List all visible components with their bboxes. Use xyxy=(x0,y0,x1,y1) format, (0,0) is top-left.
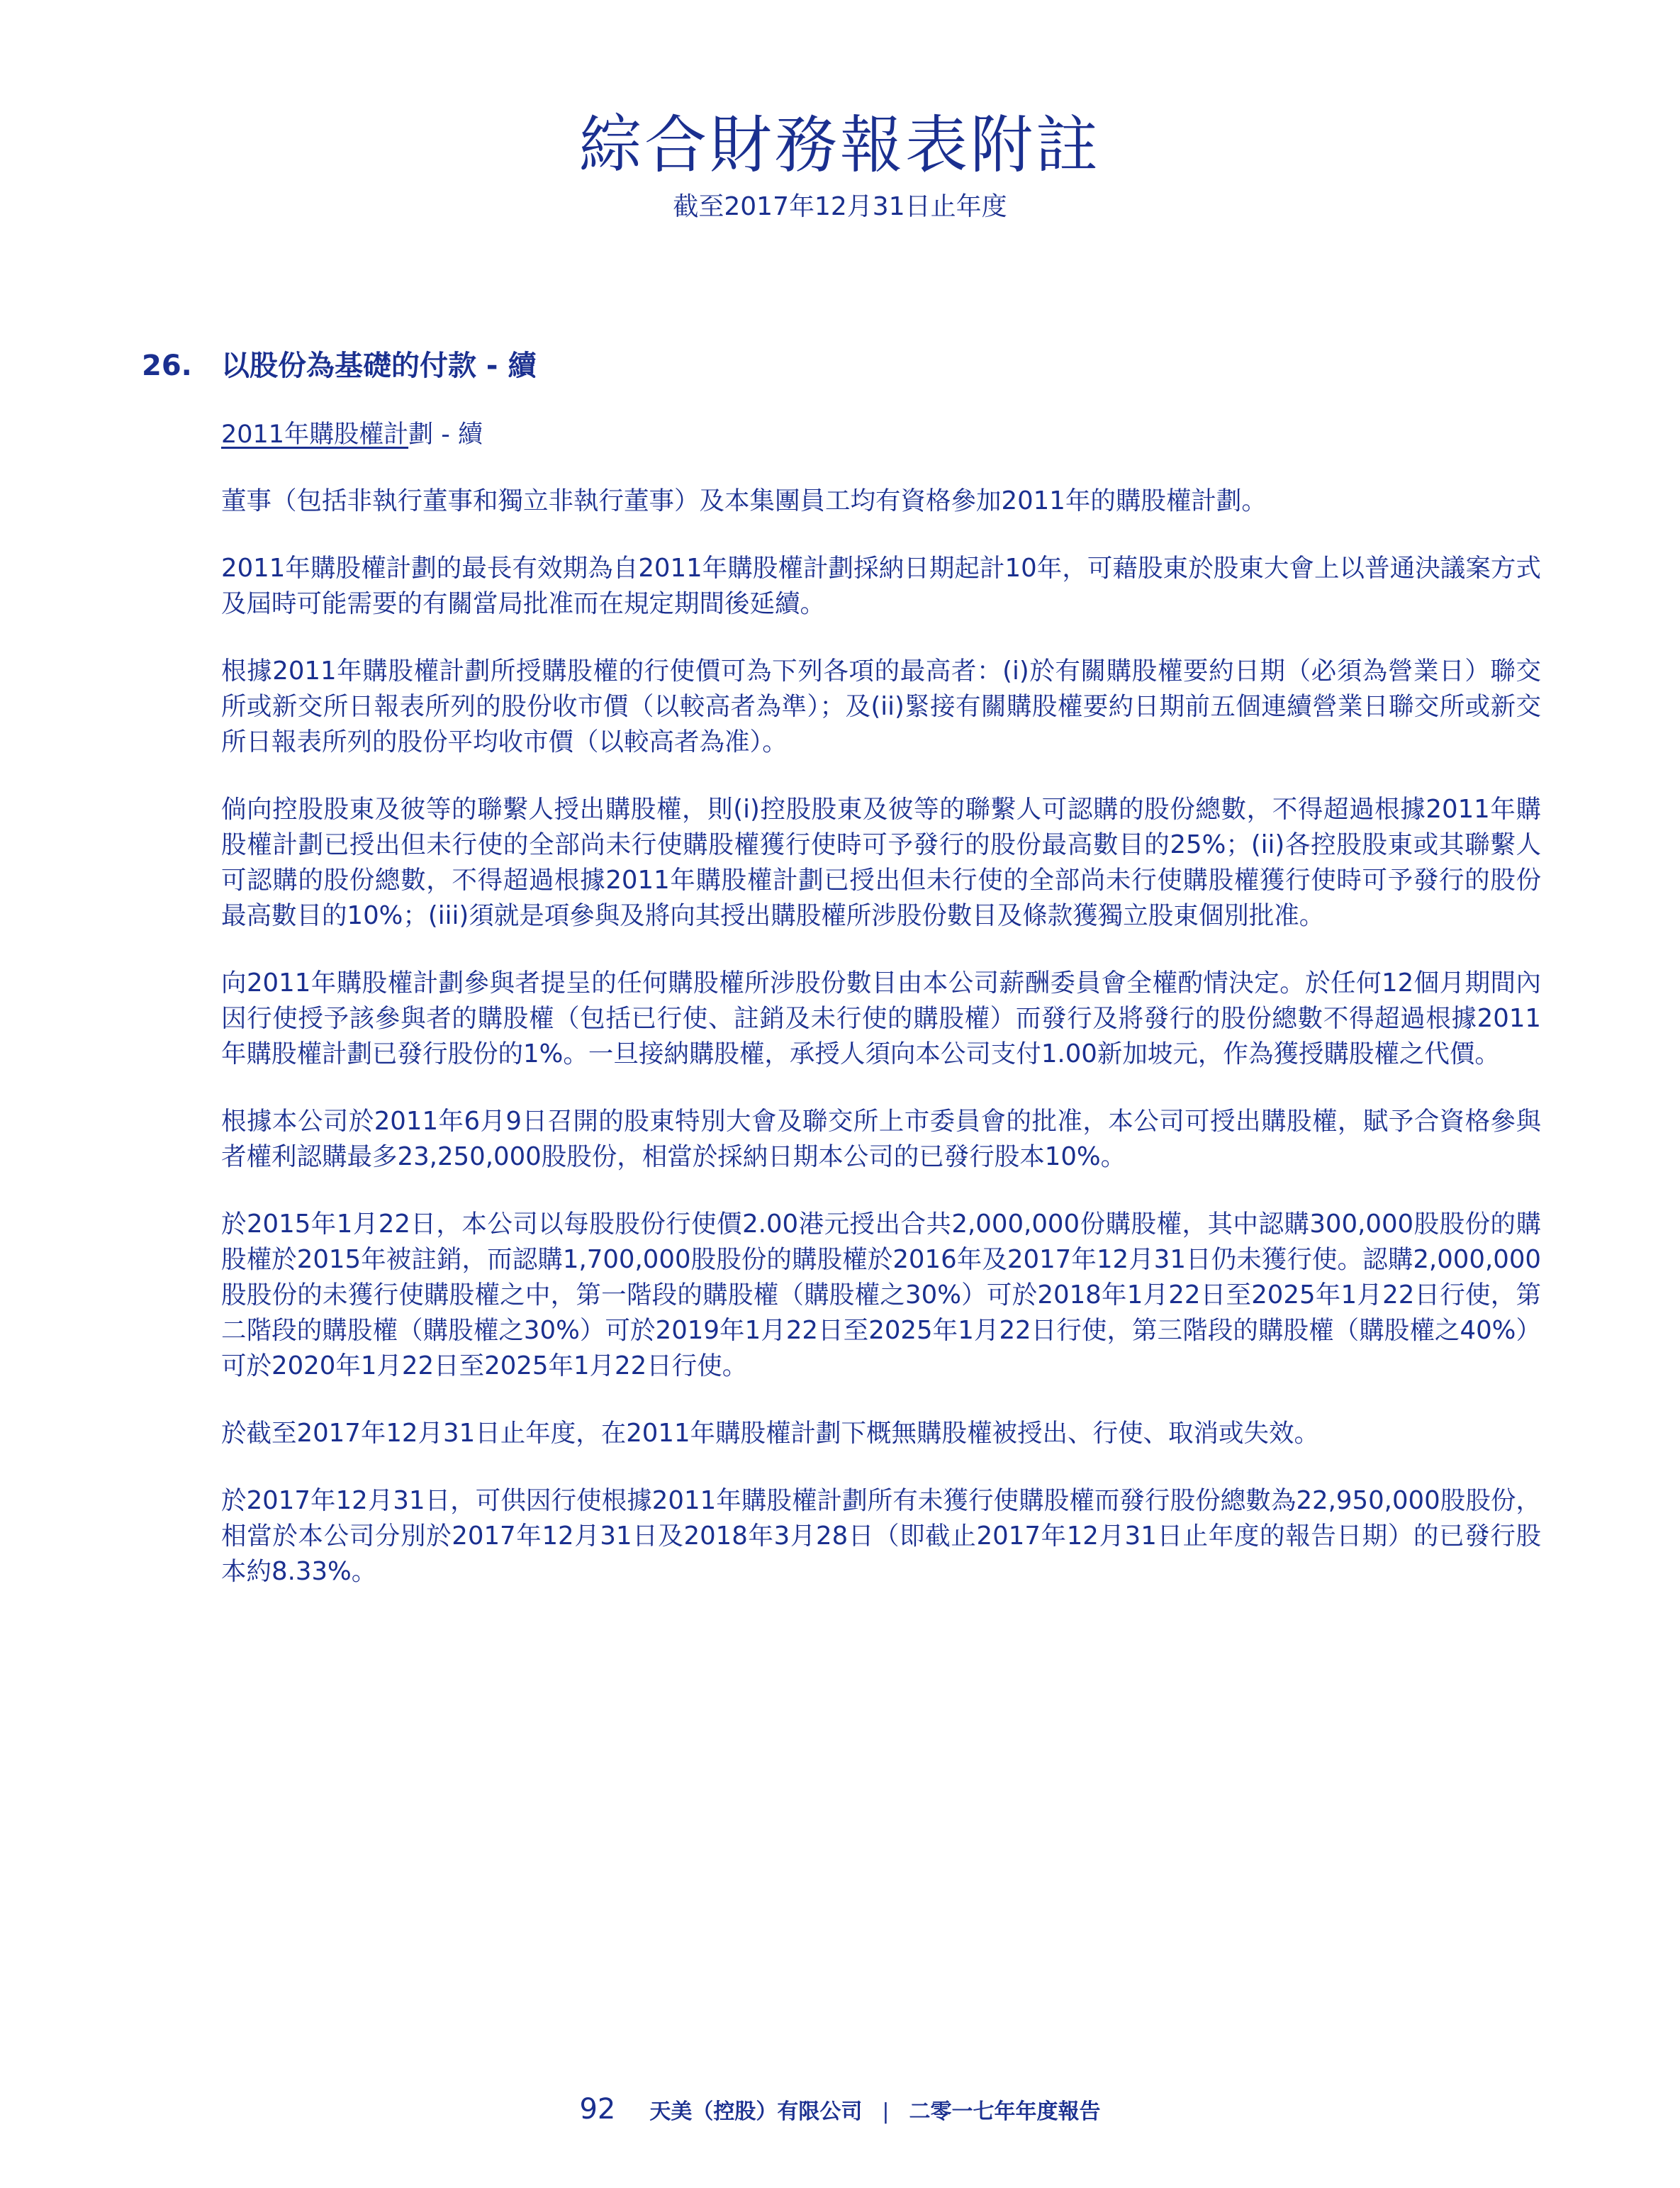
subsection-heading xyxy=(221,417,1541,452)
subsection-heading-underlined: 2011年購股權計 xyxy=(221,420,409,449)
document-body xyxy=(221,417,1541,1622)
section-number: 26. xyxy=(142,350,192,382)
page-header xyxy=(0,106,1680,224)
paragraph-exercise-price: 根據2011年購股權計劃所授購股權的行使價可為下列各項的最高者：(i)於有關購股權要約日期（必須為營業日）聯交所或新交所日報表所列的股份收市價（以較高者為準）；及(ii)緊接有關購股權要約日期前五個連續營業日聯交所或新交所日報表所列的股份平均收市價（以較高者為准）。 xyxy=(221,657,1541,757)
paragraph-year-activity: 於截至2017年12月31日止年度，在2011年購股權計劃下概無購股權被授出、行使、取消或失效。 xyxy=(221,1419,1320,1448)
paragraph-validity: 2011年購股權計劃的最長有效期為自2011年購股權計劃採納日期起計10年，可藉股東於股東大會上以普通決議案方式及屆時可能需要的有關當局批准而在規定期間後延續。 xyxy=(221,554,1541,618)
page-subtitle: 截至2017年12月31日止年度 xyxy=(673,192,1007,221)
paragraph-outstanding-shares: 於2017年12月31日，可供因行使根據2011年購股權計劃所有未獲行使購股權而發行股份總數為22,950,000股股份，相當於本公司分別於2017年12月31日及2018年3月28日（即截止2017年12月31日止年度的報告日期）的已發行股本約8.33%。 xyxy=(221,1486,1541,1586)
paragraph-eligibility: 董事（包括非執行董事和獨立非執行董事）及本集團員工均有資格參加2011年的購股權計劃。 xyxy=(221,486,1267,515)
footer-report-name: 二零一七年年度報告 xyxy=(909,2099,1101,2124)
page-footer xyxy=(0,2092,1680,2130)
footer-company: 天美（控股）有限公司 xyxy=(649,2099,863,2124)
subsection-heading-rest: 劃 - 續 xyxy=(408,420,483,449)
section-title: 以股份為基礎的付款 - 續 xyxy=(221,350,537,382)
footer-separator: | xyxy=(882,2099,890,2124)
page-number: 92 xyxy=(579,2093,616,2126)
section-heading xyxy=(142,346,536,386)
page-title: 綜合財務報表附註 xyxy=(578,108,1101,182)
paragraph-grant-2015: 於2015年1月22日，本公司以每股股份行使價2.00港元授出合共2,000,000份購股權，其中認購300,000股股份的購股權於2015年被註銷，而認購1,700,000股股份的購股權於2016年及2017年12月31日仍未獲行使。認購2,000,000股股份的未獲行使購股權之中，第一階段的購股權（購股權之30%）可於2018年1月22日至2025年1月22日行使，第二階段的購股權（購股權之30%）可於2019年1月22日至2025年1月22日行使，第三階段的購股權（購股權之40%）可於2020年1月22日至2025年1月22日行使。 xyxy=(221,1210,1541,1380)
paragraph-participant-limit: 向2011年購股權計劃參與者提呈的任何購股權所涉股份數目由本公司薪酬委員會全權酌情決定。於任何12個月期間內因行使授予該參與者的購股權（包括已行使、註銷及未行使的購股權）而發行及將發行的股份總數不得超過根據2011年購股權計劃已發行股份的1%。一旦接納購股權，承授人須向本公司支付1.00新加坡元，作為獲授購股權之代價。 xyxy=(221,969,1541,1068)
paragraph-approval: 根據本公司於2011年6月9日召開的股東特別大會及聯交所上市委員會的批准，本公司可授出購股權，賦予合資格參與者權利認購最多23,250,000股股份，相當於採納日期本公司的已發行股本10%。 xyxy=(221,1107,1541,1171)
paragraph-controlling-shareholders: 倘向控股股東及彼等的聯繫人授出購股權，則(i)控股股東及彼等的聯繫人可認購的股份總數，不得超過根據2011年購股權計劃已授出但未行使的全部尚未行使購股權獲行使時可予發行的股份最高數目的25%；(ii)各控股股東或其聯繫人可認購的股份總數，不得超過根據2011年購股權計劃已授出但未行使的全部尚未行使購股權獲行使時可予發行的股份最高數目的10%；(iii)須就是項參與及將向其授出購股權所涉股份數目及條款獲獨立股東個別批准。 xyxy=(221,795,1541,930)
